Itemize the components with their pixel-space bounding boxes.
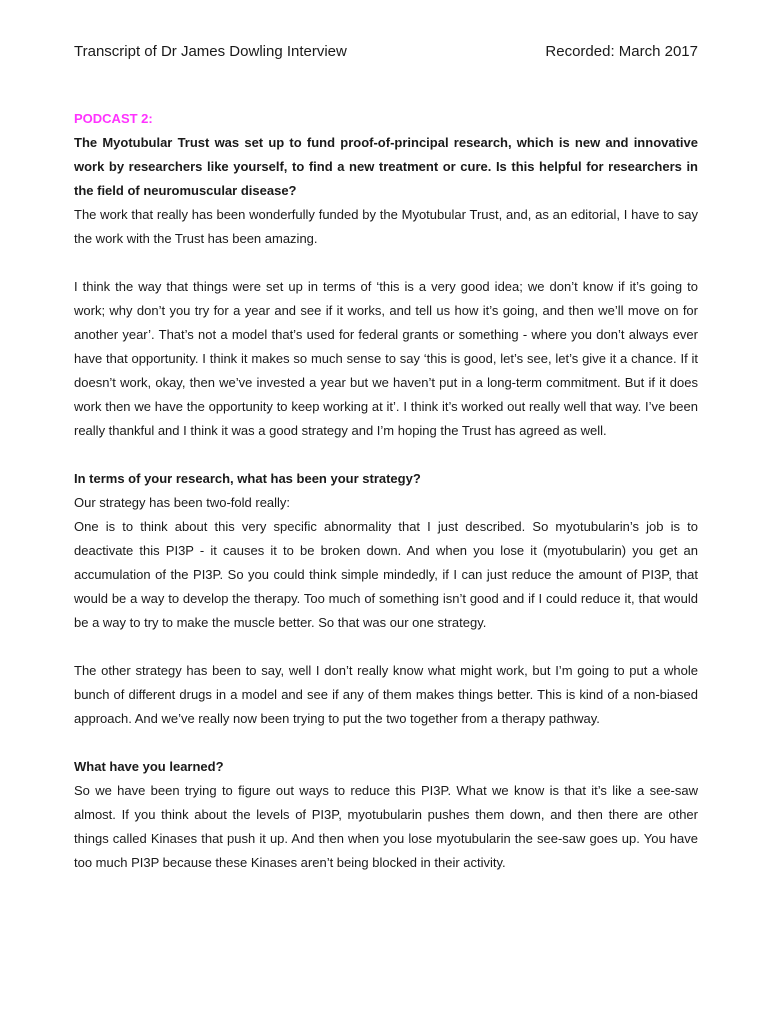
page-header (74, 42, 698, 62)
question-2: In terms of your research, what has been your strategy? (74, 471, 421, 486)
answer-2-paragraph: The other strategy has been to say, well I don’t really know what might work, but I’m going to put a whole bunch of different drugs in a model and see if any of them makes things better. This is kind of a non-biased approach. And we’ve really now been trying to put the two together from a therapy pathway. (74, 663, 698, 726)
recorded-date: Recorded: March 2017 (545, 43, 698, 60)
answer-2-paragraph: Our strategy has been two-fold really: (74, 495, 291, 510)
document-title: Transcript of Dr James Dowling Interview (74, 43, 347, 60)
transcript-body (74, 107, 698, 875)
answer-1-paragraph: I think the way that things were set up in terms of ‘this is a very good idea; we don’t know if it’s going to work; why don’t you try for a year and see if it works, and tell us how it’s going, and then we’ll move on for another year’. That’s not a model that’s used for federal grants or something - where you don’t always ever have that opportunity. I think it makes so much sense to say ‘this is good, let’s see, let’s give it a chance. If it doesn’t work, okay, then we’ve invested a year but we haven’t put in a long-term commitment. But if it does work then we have the opportunity to keep working at it’. I think it’s worked out really well that way. I’ve been really thankful and I think it was a good strategy and I’m hoping the Trust has agreed as well. (74, 279, 698, 438)
question-1: The Myotubular Trust was set up to fund proof-of-principal research, which is new and innovative work by researchers like yourself, to find a new treatment or cure. Is this helpful for researchers in the field of neuromuscular disease? (74, 135, 698, 198)
podcast-label: PODCAST 2: (74, 111, 153, 126)
question-3: What have you learned? (74, 759, 224, 774)
answer-3-paragraph: So we have been trying to figure out ways to reduce this PI3P. What we know is that it’s like a see-saw almost. If you think about the levels of PI3P, myotubularin pushes them down, and then there are other things called Kinases that push it up. And then when you lose myotubularin the see-saw goes up. You have too much PI3P because these Kinases aren’t being blocked in their activity. (74, 783, 698, 870)
answer-2-paragraph: One is to think about this very specific abnormality that I just described. So myotubularin’s job is to deactivate this PI3P - it causes it to be broken down. And when you lose it (myotubularin) you get an accumulation of the PI3P. So you could think simple mindedly, if I can just reduce the amount of PI3P, that would be a way to develop the therapy. Too much of something isn’t good and if I could reduce it, that would be a way to try to make the muscle better. So that was our one strategy. (74, 519, 698, 630)
answer-1-paragraph: The work that really has been wonderfully funded by the Myotubular Trust, and, as an editorial, I have to say the work with the Trust has been amazing. (74, 207, 698, 246)
